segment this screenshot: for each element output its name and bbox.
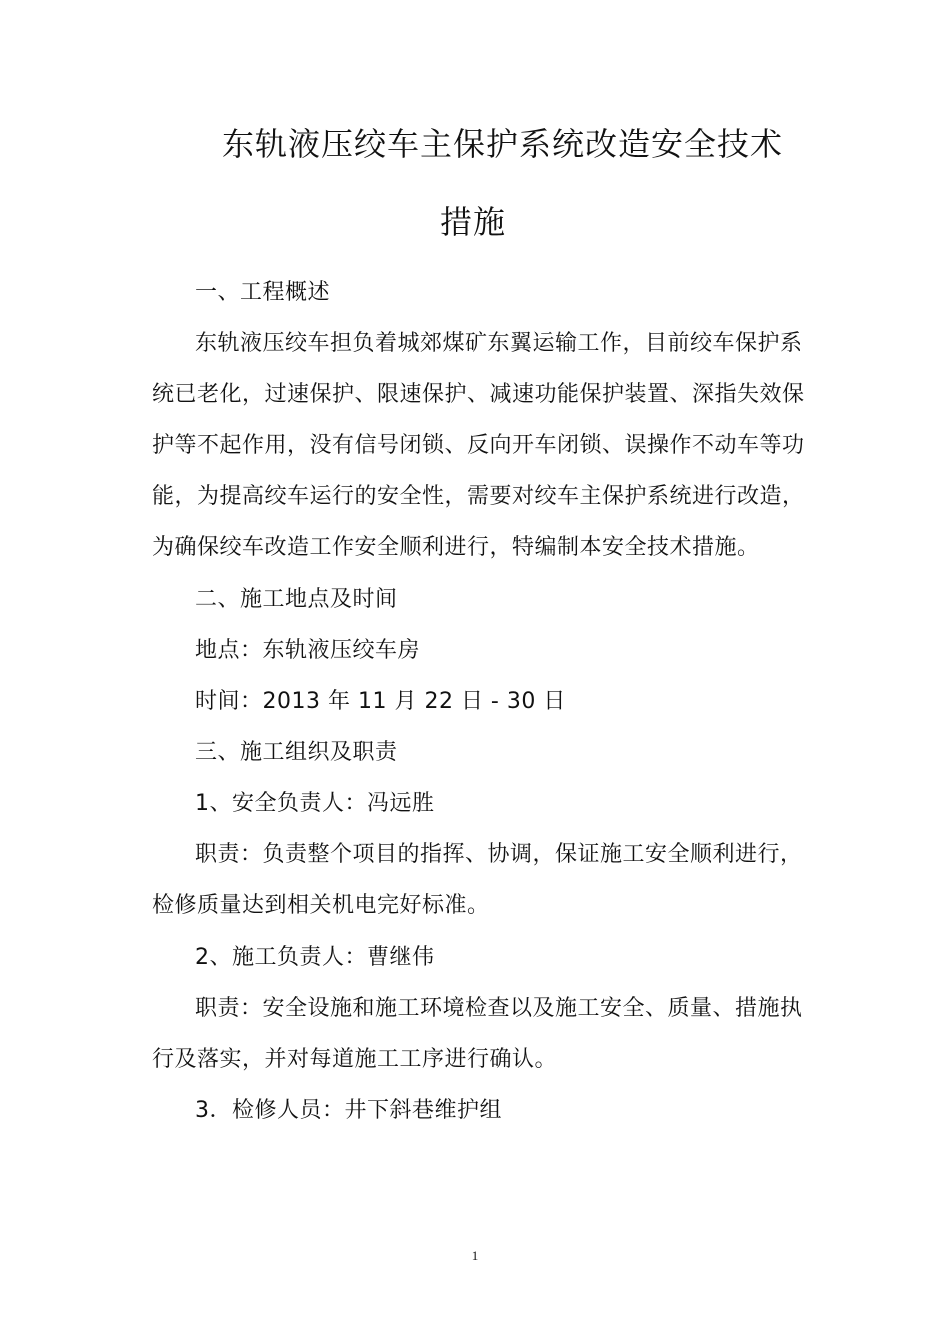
- document-title-line-1: 东轨液压绞车主保护系统改造安全技术: [222, 125, 784, 163]
- section-1-paragraph-line: 为确保绞车改造工作安全顺利进行，特编制本安全技术措施。: [152, 535, 760, 560]
- construction-manager: 2、施工负责人：曹继伟: [195, 945, 435, 970]
- section-2-heading: 二、施工地点及时间: [195, 587, 398, 612]
- maintenance-staff: 3．检修人员：井下斜巷维护组: [195, 1098, 502, 1123]
- section-1-paragraph-line: 护等不起作用，没有信号闭锁、反向开车闭锁、误操作不动车等功: [152, 433, 805, 458]
- section-1-paragraph-line: 东轨液压绞车担负着城郊煤矿东翼运输工作，目前绞车保护系: [195, 331, 803, 356]
- section-1-paragraph-line: 统已老化，过速保护、限速保护、减速功能保护装置、深指失效保: [152, 382, 805, 407]
- construction-manager-duty-line: 职责：安全设施和施工环境检查以及施工安全、质量、措施执: [195, 996, 803, 1021]
- safety-officer-duty-line: 职责：负责整个项目的指挥、协调，保证施工安全顺利进行，: [195, 842, 803, 867]
- safety-officer: 1、安全负责人：冯远胜: [195, 791, 435, 816]
- construction-time: 时间：2013 年 11 月 22 日 - 30 日: [195, 689, 566, 714]
- section-3-heading: 三、施工组织及职责: [195, 740, 398, 765]
- construction-manager-duty-line: 行及落实，并对每道施工工序进行确认。: [152, 1047, 558, 1072]
- section-1-paragraph-line: 能，为提高绞车运行的安全性，需要对绞车主保护系统进行改造，: [152, 484, 805, 509]
- section-1-heading: 一、工程概述: [195, 280, 331, 305]
- safety-officer-duty-line: 检修质量达到相关机电完好标准。: [152, 893, 490, 918]
- page-number: 1: [471, 1248, 479, 1263]
- construction-location: 地点：东轨液压绞车房: [195, 638, 421, 663]
- document-title-line-2: 措施: [440, 203, 507, 241]
